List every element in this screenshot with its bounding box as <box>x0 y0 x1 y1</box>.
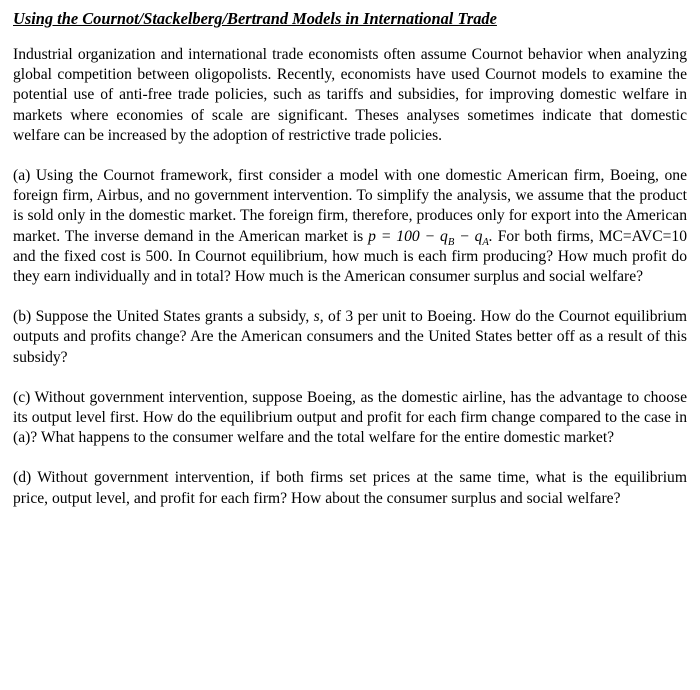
part-c-paragraph: (c) Without government intervention, suppose Boeing, as the domestic airline, has the advantage to choose its output level first. How do the equilibrium output and profit for each firm change compared to the case in (a)? What happens to the consumer welfare and the total welfare for the entire domestic market? <box>13 388 687 447</box>
part-d-paragraph: (d) Without government intervention, if both firms set prices at the same time, what is the equilibrium price, output level, and profit for each firm? How about the consumer surplus and social welfare? <box>13 469 687 507</box>
part-a-paragraph <box>13 166 687 287</box>
part-b-text-before: (b) Suppose the United States grants a subsidy, <box>13 308 310 326</box>
document-title: Using the Cournot/Stackelberg/Bertrand Models in International Trade <box>13 9 497 28</box>
equation-q-boeing-subscript: B <box>447 236 455 248</box>
equation-q-boeing: q <box>440 227 448 245</box>
part-a-text-before: (a) Using the Cournot framework, first consider a model with one domestic American firm, Boeing, one foreign firm, Airbus, and no government intervention. To simplify the analysis, we assume that the product is sold only in the domestic market. The foreign firm, therefore, produces only for export into the American market. The inverse demand in the American market is <box>13 167 687 245</box>
equation-minus: − <box>454 227 475 245</box>
equation-lhs: p <box>368 227 376 245</box>
part-b-paragraph <box>13 307 687 368</box>
inverse-demand-equation <box>368 227 493 248</box>
equation-q-airbus: q <box>474 227 483 245</box>
equation-equals: = 100 − <box>375 227 441 245</box>
part-a-text-after: For both firms, MC=AVC=10 and the fixed cost is 500. In Cournot equilibrium, how much is each firm producing? How much profit do they earn individually and in total? How much is the American consumer surplus and social welfare? <box>13 227 687 286</box>
part-b-text-after: , of 3 per unit to Boeing. How do the Cournot equilibrium outputs and profits change? Are the American consumers and the United States better off as a result of this subsidy? <box>13 308 687 366</box>
subsidy-symbol: s <box>313 308 320 326</box>
intro-paragraph: Industrial organization and international trade economists often assume Cournot behavior when analyzing global competition between oligopolists. Recently, economists have used Cournot models to examine the potential use of anti-free trade policies, such as tariffs and subsidies, for improving domestic welfare in markets where economies of scale are significant. Theses analyses sometimes indicate that domestic welfare can be increased by the adoption of restrictive trade policies. <box>13 46 687 144</box>
equation-q-airbus-subscript: A <box>482 236 489 248</box>
equation-end: . <box>488 227 493 245</box>
